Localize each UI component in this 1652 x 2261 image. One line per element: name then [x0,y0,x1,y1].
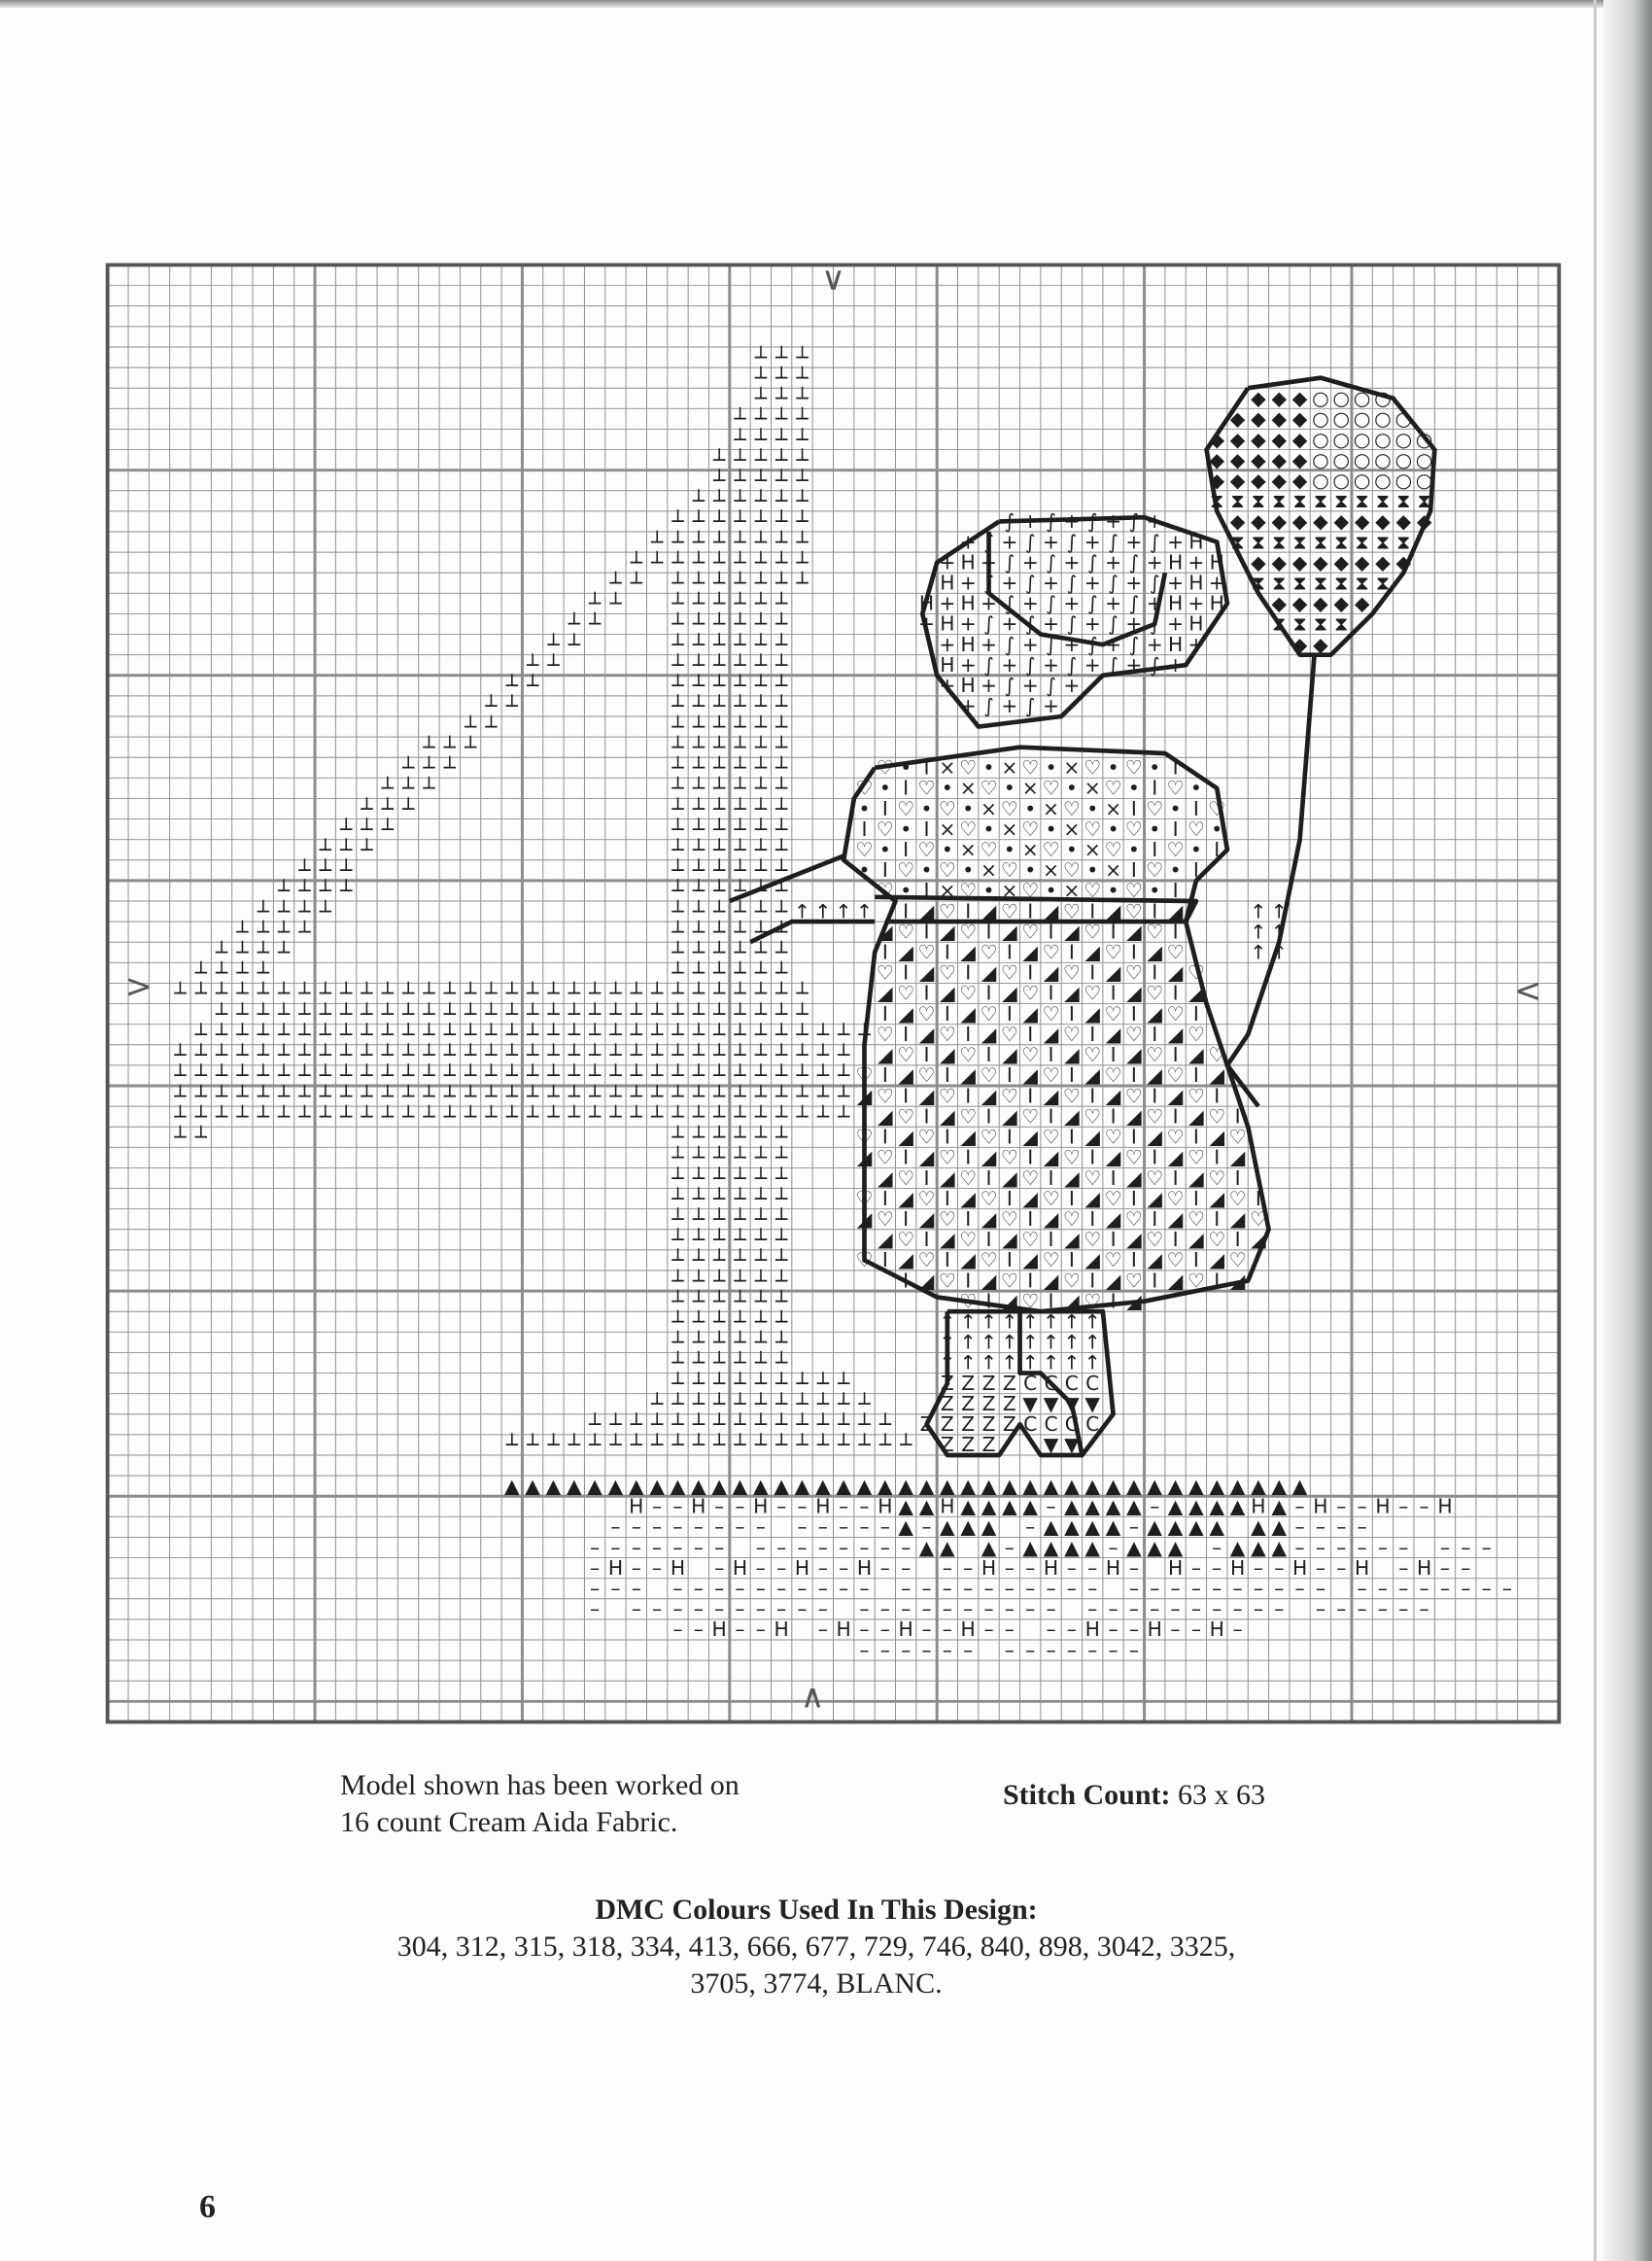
tree-stitch [630,1433,643,1456]
tree-stitch [297,921,311,944]
ground-stitch [694,1617,704,1641]
ground-stitch [1336,1597,1346,1620]
ground-stitch [672,1617,682,1641]
tree-stitch [588,1105,602,1129]
ground-stitch [567,1475,582,1498]
page-number: 6 [199,2189,216,2225]
ground-stitch [1482,1536,1492,1559]
ground-stitch [1067,1577,1077,1600]
tree-stitch [816,1433,830,1456]
ground-stitch [1398,1495,1408,1518]
ground-stitch [1398,1597,1408,1620]
ground-stitch [1233,1617,1243,1641]
arm-stitch [856,899,873,922]
ground-stitch [837,1617,851,1641]
tree-stitch [235,1105,249,1129]
tree-stitch [795,1433,809,1456]
ground-stitch [652,1597,662,1620]
tree-stitch [568,1105,581,1129]
hat-stitch [983,694,994,717]
ground-stitch [921,1638,931,1661]
arm-stitch [1250,941,1266,964]
tree-stitch [381,817,395,841]
ground-stitch [1046,1638,1055,1661]
tree-stitch [692,1433,706,1456]
ground-stitch [1254,1597,1263,1620]
ground-stitch [1106,1556,1120,1580]
dmc-colours-line2: 3705, 3774, BLANC. [690,1967,943,2000]
ground-stitch [587,1475,602,1498]
ground-stitch [1067,1638,1077,1661]
ground-stitch [504,1475,520,1498]
center-arrow-bottom: ∧ [800,1677,825,1717]
ground-stitch [774,1617,789,1641]
tree-stitch [319,1105,332,1129]
dmc-colours-heading: DMC Colours Used In This Design: [595,1894,1038,1926]
dress-stitch [1152,1269,1157,1292]
tree-stitch [173,982,187,1005]
tree-stitch [339,879,353,902]
tree-stitch [671,1433,684,1456]
tree-stitch [630,572,643,595]
ground-stitch [632,1597,641,1620]
tree-stitch [568,1433,581,1456]
ground-stitch [1108,1638,1118,1661]
ground-stitch [1378,1536,1388,1559]
ground-stitch [1502,1577,1512,1600]
ground-stitch [1274,1597,1284,1620]
tree-stitch [588,612,602,636]
tree-stitch [215,1105,228,1129]
ground-stitch [1336,1556,1346,1580]
ground-stitch [608,1475,624,1498]
ground-stitch [901,1638,911,1661]
tree-stitch [816,1105,830,1129]
ground-stitch [1482,1577,1492,1600]
tree-stitch [795,1105,809,1129]
tree-stitch [484,714,498,738]
ground-stitch [756,1617,766,1641]
stitch-count-value: 63 x 63 [1178,1779,1266,1811]
ground-stitch [694,1536,704,1559]
tree-stitch [194,1126,208,1149]
ground-stitch [1025,1638,1035,1661]
tree-stitch [464,736,477,759]
ground-stitch [1005,1638,1015,1661]
ground-stitch [525,1475,540,1498]
tree-stitch [526,1105,539,1129]
balloon-stitch [1313,633,1328,656]
tree-stitch [878,1433,892,1456]
scan-top-edge [0,0,1652,8]
ground-stitch [735,1617,744,1641]
tree-stitch [546,1105,560,1129]
tree-stitch [401,797,415,820]
ground-stitch [797,1597,807,1620]
tree-stitch [754,1433,768,1456]
ground-stitch [1002,1495,1017,1518]
ground-stitch [1420,1597,1429,1620]
tree-stitch [608,592,622,615]
balloon-stitch [1334,612,1348,636]
leg-stitch [1044,1433,1059,1456]
tree-stitch [837,1105,850,1129]
tree-stitch [630,1105,643,1129]
dress-stitch [1111,1290,1117,1313]
ground-stitch [960,1515,976,1539]
ground-stitch [652,1556,662,1580]
tree-stitch [381,1105,395,1129]
arm-stitch [836,899,852,922]
tree-stitch [360,838,373,861]
ground-stitch [983,1617,993,1641]
tree-stitch [712,1433,726,1456]
dress-stitch [939,1269,956,1292]
tree-stitch [837,1433,850,1456]
leg-stitch [961,1433,975,1456]
tree-stitch [857,1433,871,1456]
tree-stitch [546,1433,560,1456]
tree-stitch [443,756,457,780]
tree-stitch [319,899,332,922]
center-arrow-left: > [124,967,153,1007]
hat-stitch [1063,674,1080,697]
ground-stitch [1188,1515,1204,1539]
tree-stitch [443,1105,457,1129]
balloon-stitch [1355,592,1370,615]
hat-stitch [1150,653,1160,677]
tree-stitch [588,1433,602,1456]
ground-stitch [1171,1617,1181,1641]
tree-stitch [795,572,809,595]
stitch-count [1003,1777,1265,1814]
tree-stitch [608,1433,622,1456]
ground-stitch [1210,1617,1224,1641]
ground-stitch [880,1638,890,1661]
ground-stitch [880,1556,890,1580]
ground-stitch [1378,1597,1388,1620]
ground-stitch [1375,1495,1390,1518]
ground-stitch [1437,1495,1452,1518]
ground-stitch [1129,1638,1139,1661]
tree-stitch [650,1105,664,1129]
scan-right-edge [1603,0,1652,2261]
ground-stitch [776,1495,786,1518]
tree-stitch [526,1433,539,1456]
hat-stitch [1001,694,1017,717]
arm-stitch [814,899,831,922]
tree-stitch [194,982,208,1005]
center-arrow-right: < [1514,971,1542,1011]
ground-stitch [839,1577,848,1600]
ground-stitch [1358,1597,1367,1620]
ground-stitch [919,1536,935,1559]
tree-stitch [505,1433,519,1456]
ground-stitch [1316,1597,1325,1620]
tree-stitch [464,1105,477,1129]
tree-stitch [608,1105,622,1129]
ground-stitch [963,1638,973,1661]
ground-stitch [1191,1617,1201,1641]
tree-stitch [422,777,435,800]
arm-stitch [794,899,810,922]
fabric-note [340,1767,740,1841]
ground-stitch [859,1638,869,1661]
tree-stitch [774,1433,788,1456]
ground-stitch [1230,1495,1246,1518]
tree-stitch [173,1126,187,1149]
ground-stitch [712,1617,727,1641]
cross-stitch-chart [97,255,1569,1732]
tree-stitch [401,1105,415,1129]
tree-stitch [505,694,519,717]
dmc-colours [321,1892,1312,2002]
fabric-note-line1: Model shown has been worked on [340,1769,740,1801]
center-arrow-top: ∨ [821,260,845,298]
leg-stitch [982,1433,996,1456]
ground-stitch [590,1597,600,1620]
hat-stitch [1043,694,1059,717]
tree-stitch [297,1105,311,1129]
hat-stitch [1084,653,1101,677]
tree-stitch [568,633,581,656]
ground-stitch [818,1617,828,1641]
dress-stitch [1168,1269,1184,1292]
hat-stitch [1025,694,1036,717]
tree-stitch [505,1105,519,1129]
fabric-note-line2: 16 count Cream Aida Fabric. [340,1806,678,1838]
ground-stitch [1148,1617,1162,1641]
dmc-colours-line1: 304, 312, 315, 318, 334, 413, 666, 677, 729, 746, 840, 898, 3042, 3325, [396,1931,1236,1963]
page-fold-line [1594,0,1597,2261]
ground-stitch [1025,1597,1035,1620]
ground-stitch [735,1515,744,1539]
ground-stitch [1440,1577,1450,1600]
tree-stitch [339,1105,353,1129]
ground-stitch [546,1475,562,1498]
tree-stitch [546,653,560,677]
tree-stitch [422,1105,435,1129]
tree-stitch [484,1105,498,1129]
tree-stitch [277,941,291,964]
tree-stitch [650,551,664,574]
tree-stitch [257,1105,270,1129]
ground-stitch [1087,1638,1097,1661]
ground-stitch [943,1638,952,1661]
ground-stitch [610,1577,620,1600]
tree-stitch [277,1105,291,1129]
ground-stitch [1295,1577,1305,1600]
ground-stitch [1147,1536,1162,1559]
tree-stitch [899,1433,912,1456]
ground-stitch [1461,1577,1470,1600]
tree-stitch [733,1433,746,1456]
tree-stitch [650,1433,664,1456]
tree-stitch [360,1105,373,1129]
stitch-count-label: Stitch Count: [1003,1779,1171,1811]
ground-stitch [1420,1495,1429,1518]
tree-stitch [526,674,539,697]
